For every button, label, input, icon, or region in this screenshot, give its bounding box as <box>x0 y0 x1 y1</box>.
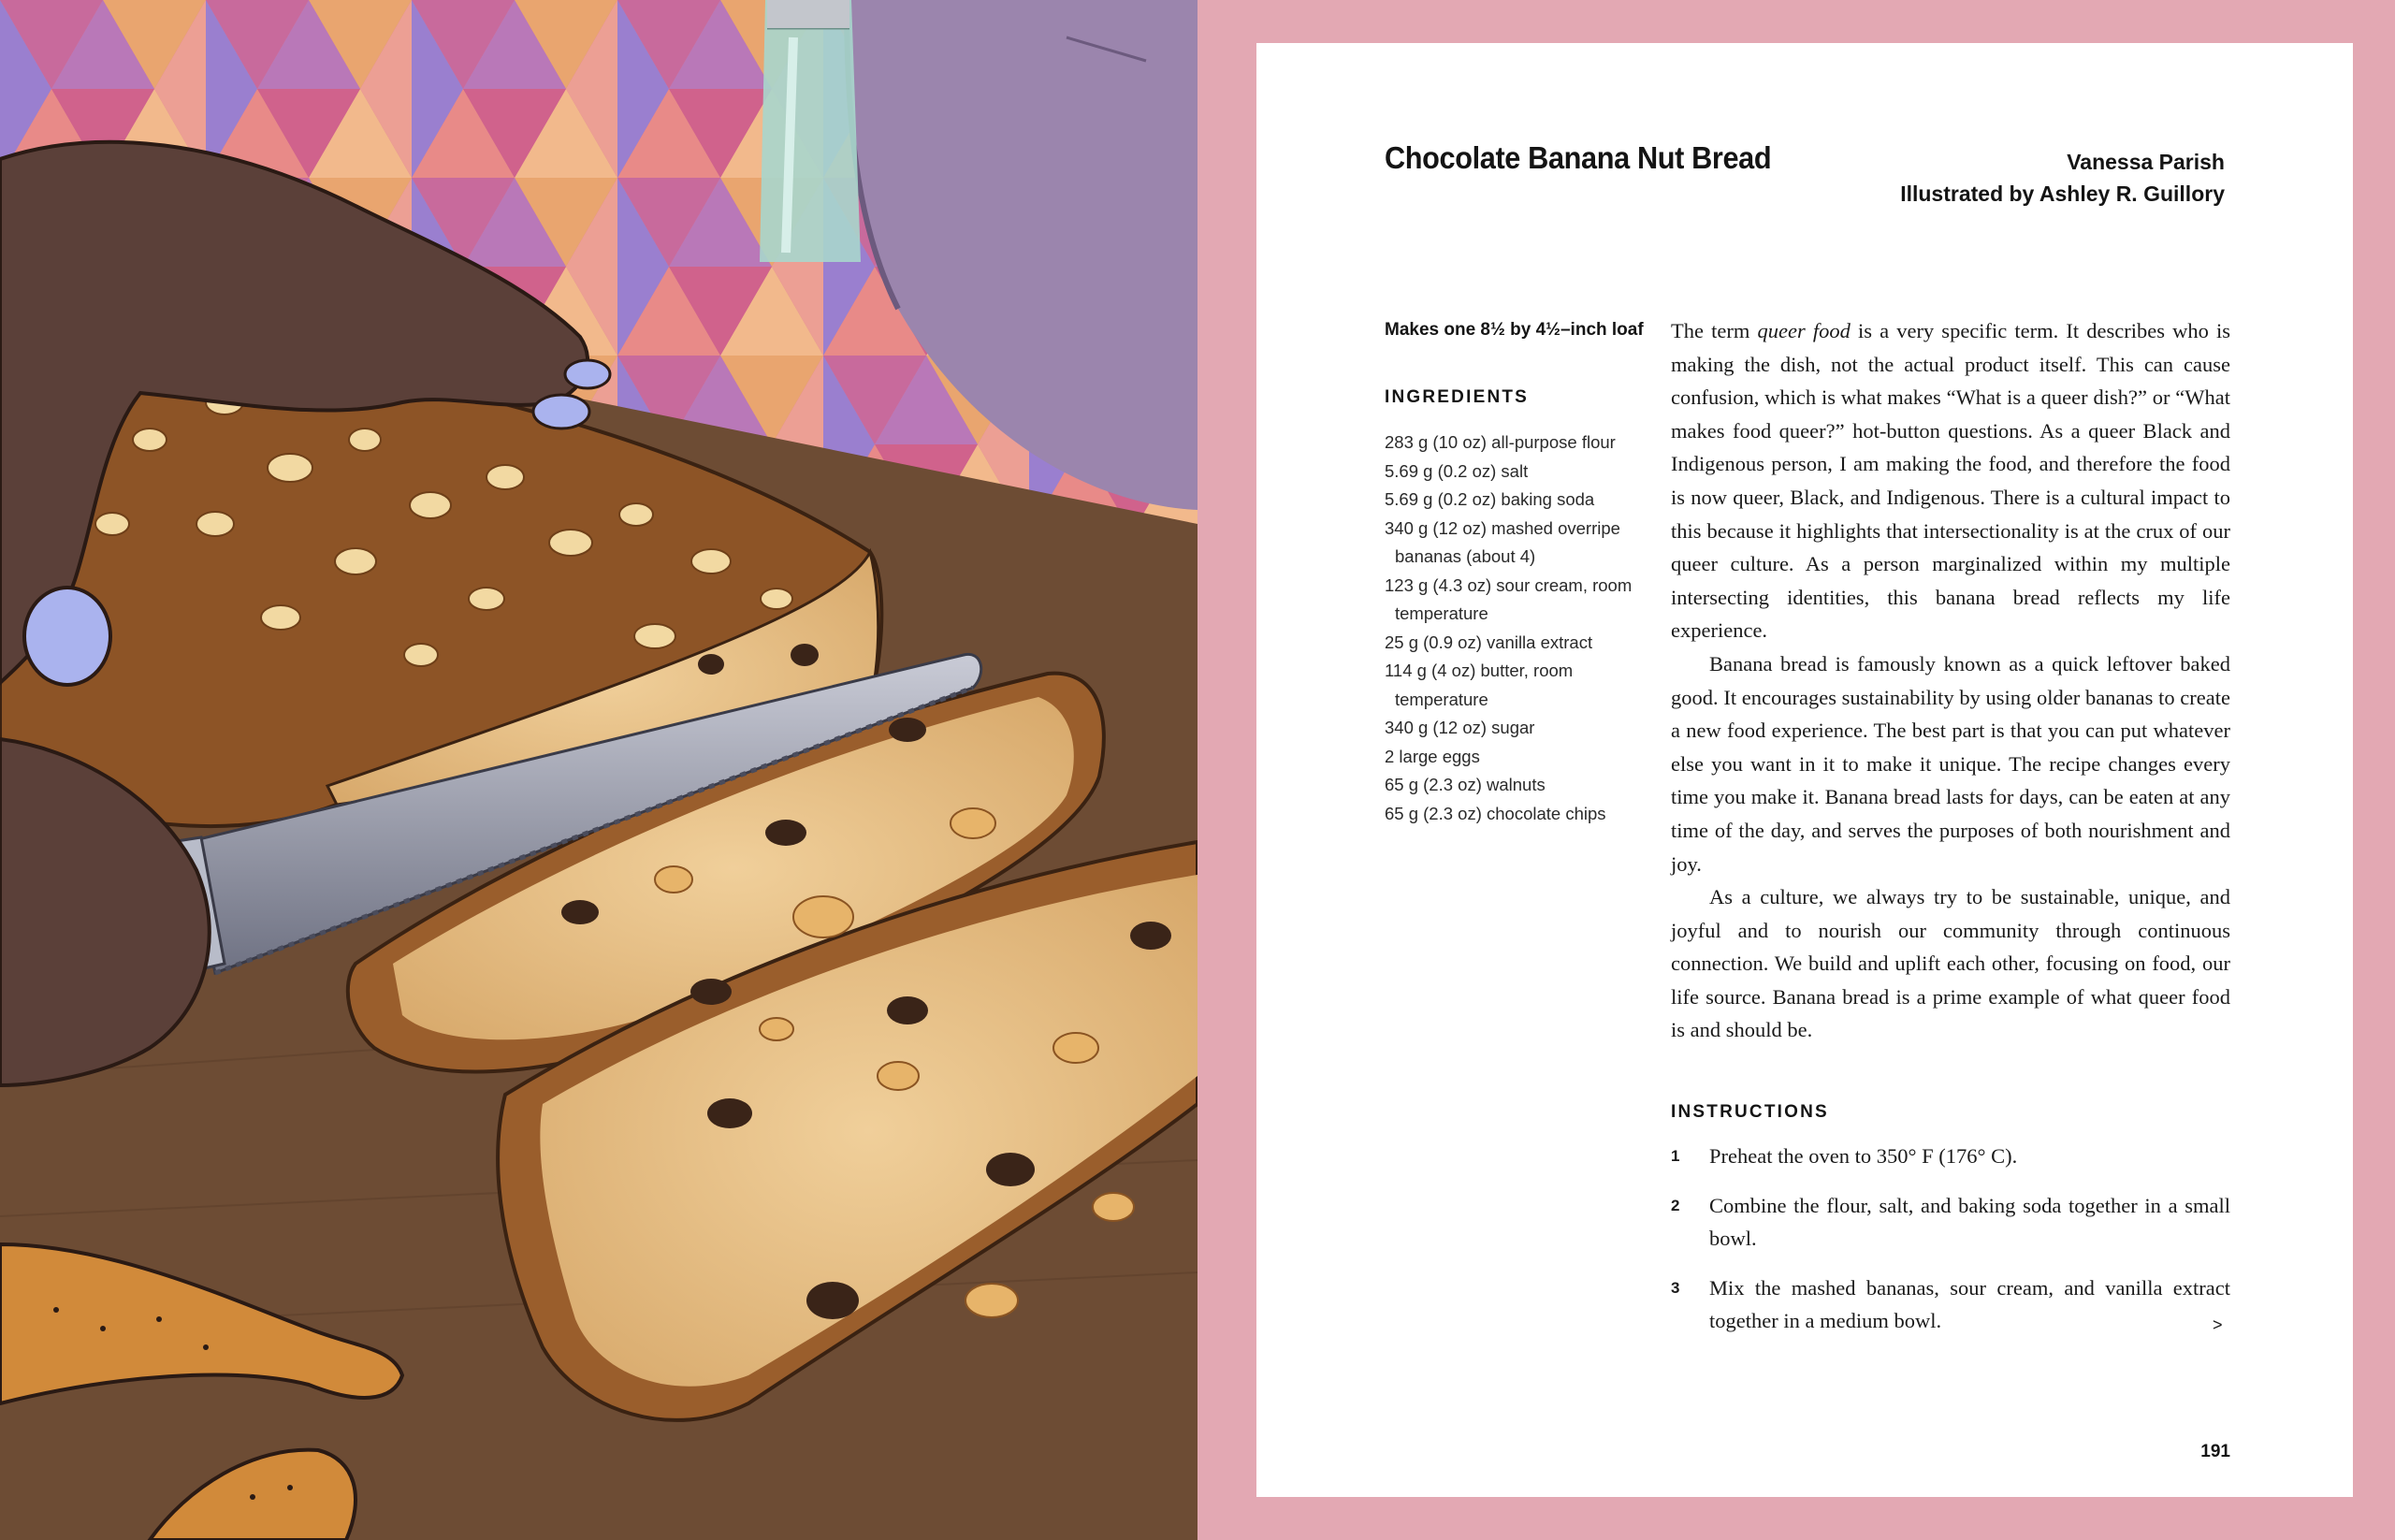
ingredient-item: 114 g (4 oz) butter, room temperature <box>1385 661 1574 709</box>
ingredient-item: 283 g (10 oz) all-purpose flour <box>1385 432 1616 452</box>
instruction-step <box>1671 1189 2230 1256</box>
ingredient-item: 340 g (12 oz) mashed overripe bananas (about 4) <box>1385 517 1620 566</box>
instructions-heading: INSTRUCTIONS <box>1671 1102 1829 1122</box>
page-number: 191 <box>2200 1442 2230 1461</box>
ingredient-item: 5.69 g (0.2 oz) baking soda <box>1385 489 1595 509</box>
author-name: Vanessa Parish <box>2067 150 2225 174</box>
ingredient-item: 5.69 g (0.2 oz) salt <box>1385 460 1529 481</box>
ingredient-item: 65 g (2.3 oz) chocolate chips <box>1385 803 1606 823</box>
intro-paragraph <box>1671 314 2230 647</box>
ingredients-heading: INGREDIENTS <box>1385 387 1530 407</box>
intro-text-run: The term <box>1671 319 1758 342</box>
ingredient-item: 123 g (4.3 oz) sour cream, room temperature <box>1385 574 1633 623</box>
instruction-step <box>1671 1271 2230 1338</box>
intro-paragraph: Banana bread is famously known as a quick leftover baked good. It encourages sustainability by using older bananas to create a new food experience. The best part is that you can put whatever else you want in it to make it unique. The recipe changes every time you make it. Banana bread lasts for days, can be eaten at any time of the day, and serves the purposes of both nourishment and joy. <box>1671 651 2230 876</box>
salt-shaker <box>760 0 861 262</box>
step-text: Combine the flour, salt, and baking soda together in a small bowl. <box>1709 1193 2230 1251</box>
intro-emphasis: queer food <box>1757 319 1851 342</box>
instruction-step <box>1671 1140 2230 1173</box>
ingredient-item: 2 large eggs <box>1385 746 1480 766</box>
recipe-page <box>1256 43 2353 1497</box>
ingredient-list <box>1385 429 1656 828</box>
continued-arrow-icon: > <box>2213 1315 2223 1334</box>
recipe-title: Chocolate Banana Nut Bread <box>1385 140 1772 175</box>
ingredient-item: 340 g (12 oz) sugar <box>1385 718 1535 737</box>
ingredient-item: 65 g (2.3 oz) walnuts <box>1385 775 1546 794</box>
illustrator-credit: Illustrated by Ashley R. Guillory <box>1900 182 2225 206</box>
instruction-steps <box>1671 1140 2230 1354</box>
step-text: Mix the mashed bananas, sour cream, and vanilla extract together in a medium bowl. <box>1709 1275 2230 1333</box>
step-text: Preheat the oven to 350° F (176° C). <box>1709 1144 2018 1168</box>
ingredient-item: 25 g (0.9 oz) vanilla extract <box>1385 632 1593 652</box>
step-number: 3 <box>1671 1278 1680 1297</box>
intro-paragraph: As a culture, we always try to be sustainable, unique, and joyful and to nourish our community through continuous connection. We build and uplift each other, focusing on food, our life source. Banana bread is a prime example of what queer food is and should be. <box>1671 885 2230 1042</box>
intro-text-run: is a very specific term. It describes who is making the dish, not the actual product itself. This can cause confusion, which is what makes “What is a queer dish?” or “What makes food queer?” hot-button questions. As a queer Black and Indigenous person, I am making the food, and therefore the food is now queer, Black, and Indigenous. There is a cultural impact to this because it highlights that intersectionality is at the crux of our queer culture. As a person marginalized within my multiple intersecting identities, this banana bread reflects my life experience. <box>1671 319 2230 643</box>
recipe-yield: Makes one 8½ by 4½–inch loaf <box>1385 320 1644 340</box>
intro-text <box>1671 314 2230 1047</box>
step-number: 1 <box>1671 1147 1680 1165</box>
step-number: 2 <box>1671 1196 1680 1214</box>
